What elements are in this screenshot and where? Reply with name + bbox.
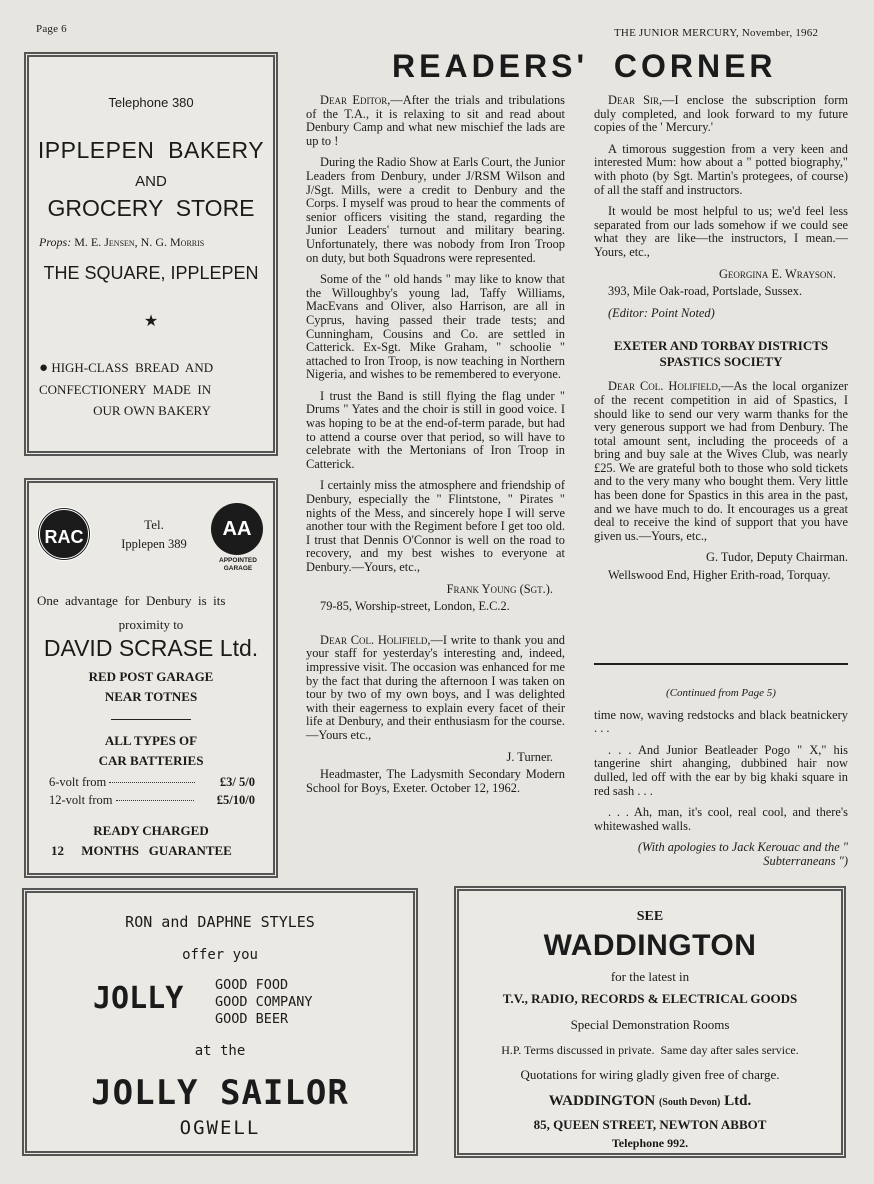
bakery-ad [24, 52, 278, 456]
garage-location-2: NEAR TOTNES [104, 689, 198, 704]
good-food: GOOD FOOD [215, 977, 289, 993]
letter2-address: Headmaster, The Ladysmith Secondary Modern School for Boys, Exeter. October 12, 1962. [306, 767, 565, 795]
company-suffix: Ltd. [724, 1093, 752, 1109]
garage-guarantee [51, 843, 261, 859]
jolly-place: OGWELL [179, 1117, 261, 1139]
letter1-address: 79-85, Worship-street, London, E.C.2. [320, 599, 510, 614]
letter3-para1 [594, 94, 848, 135]
letter1-para3: Some of the " old hands " may like to know that the Willoughby's young lad, Taffy Williams, MacEvans and Oliver, also Harrison, are all in Cyprus, having passed their trade tests; and Cunningham, Cousins and Co. are settled in Catterick. Ex-Sgt. Mike Graham, " schoolie " attached to Iron Troop, is now teaching in Northern Nigeria, and wishes to be remembered to everyone. [306, 272, 565, 382]
price-dots [109, 782, 195, 783]
aa-logo-icon: AA [211, 503, 263, 555]
price-6v-label: 6-volt from [49, 775, 107, 789]
spastics-heading: EXETER AND TORBAY DISTRICTS SPASTICS SOCIETY [613, 338, 829, 370]
letter1-para1 [306, 94, 565, 148]
waddington-company [459, 1093, 841, 1110]
bullet-icon: ● [39, 360, 49, 376]
good-beer: GOOD BEER [215, 1011, 289, 1027]
garage-batteries-2: CAR BATTERIES [98, 753, 204, 768]
letter4-para1 [594, 380, 848, 543]
continued-para2: . . . And Junior Beatleader Pogo " X," his tangerine shirt ahanging, dubbined hair now dulled, led off with the ear by big khaki square in red sash . . . [594, 742, 848, 798]
garage-batteries-1: ALL TYPES OF [104, 733, 198, 748]
waddington-address: 85, QUEEN STREET, NEWTON ABBOT [533, 1117, 767, 1132]
letter1-salutation: Dear Editor, [320, 93, 391, 107]
letter1-para5: I certainly miss the atmosphere and friendship of Denbury, especially the " Flintstone, " Pirates " nights of the Mess, and sincerely hope I will serve another tour with the Regiment before I get too old. I trust that Dennis O'Connor is well on the road to recovery, and my best wishes to everyone at Denbury.—Yours, etc., [306, 478, 565, 574]
tagline-3: OUR OWN BAKERY [93, 403, 211, 418]
letter3-signature: Georgina E. Wrayson. [718, 266, 836, 281]
garage-ready-charged: READY CHARGED [93, 823, 209, 838]
good-company: GOOD COMPANY [215, 994, 313, 1010]
waddington-for-latest: for the latest in [610, 969, 690, 984]
letter4-signature: G. Tudor, Deputy Chairman. [706, 550, 848, 565]
star-icon: ★ [143, 313, 159, 330]
garage-advantage-2: proximity to [118, 617, 184, 632]
page-title: READERS' CORNER [392, 48, 777, 84]
waddington-ad [454, 886, 846, 1158]
continued-para3: . . . Ah, man, it's cool, real cool, and there's whitewashed walls. [594, 805, 848, 833]
letters-column-right [594, 94, 848, 591]
waddington-see: SEE [636, 909, 664, 924]
letter2-salutation: Dear Col. Holifield, [320, 632, 431, 647]
jolly-at-the: at the [194, 1043, 246, 1059]
letter1-para2: During the Radio Show at Earls Court, the Junior Leaders from Denbury, under J/RSM Wilson and J/Sgt. Mills, were a credit to Denbury and the Corps. I myself was proud to hear the comments of senior officers visiting the stand, regarding the Junior Leaders' turnout and military bearing. Unfortunately, there was nobody from Iron Troop on duty, but both Squadrons were represented. [306, 155, 565, 265]
letter1-signature: Frank Young (Sgt.). [446, 581, 553, 596]
aa-caption: APPOINTED GARAGE [219, 557, 257, 572]
letter3-address: 393, Mile Oak-road, Portslade, Sussex. [608, 284, 803, 299]
garage-tel-label: Tel. [144, 517, 164, 532]
jolly-word: JOLLY [93, 981, 184, 1016]
editor-note: (Editor: Point Noted) [608, 305, 715, 320]
garage-divider [111, 719, 191, 720]
waddington-phone: Telephone 992. [611, 1136, 689, 1150]
bakery-and: AND [135, 173, 167, 190]
page-number: Page 6 [36, 23, 67, 35]
price-row-12v [49, 793, 255, 808]
jolly-pub-name: JOLLY SAILOR [91, 1073, 349, 1113]
letter2-text: —I write to thank you and your staff for yesterday's interesting and, indeed, impressive visit. The occasion was enhanced for me by the fact that during the afternoon I was taken on tour by two of my own boys, and I was delighted with their eagerness to explain every facet of their life at Denbury, and their enthusiasm for the course.—Yours etc., [306, 632, 566, 742]
price-dots [116, 800, 194, 801]
letter3-para3: It would be most helpful to us; we'd feel less separated from our lads somehow if we could see what they are like—the instructors, I mean.—Yours, etc., [594, 204, 848, 259]
continued-note: (Continued from Page 5) [666, 687, 776, 699]
waddington-name: WADDINGTON [543, 929, 757, 962]
continued-section [594, 687, 848, 877]
rac-logo-icon: RAC [37, 507, 91, 561]
waddington-terms: H.P. Terms discussed in private. Same day after sales service. [501, 1043, 799, 1057]
garage-location-1: RED POST GARAGE [88, 669, 214, 684]
tagline-1: HIGH-CLASS BREAD AND [51, 360, 214, 375]
masthead: THE JUNIOR MERCURY, November, 1962 [614, 27, 819, 39]
letter2-para1 [306, 634, 565, 743]
price-12v-value: £5/10/0 [216, 793, 255, 807]
editor-text: Point Noted [651, 305, 711, 320]
letter3-salutation: Dear Sir, [608, 93, 663, 107]
jolly-owners: RON and DAPHNE STYLES [125, 913, 315, 931]
letters-column-middle [306, 94, 565, 803]
props-label: Props: [39, 235, 72, 249]
bakery-tagline [39, 357, 265, 421]
company-main: WADDINGTON [548, 1093, 656, 1109]
waddington-goods: T.V., RADIO, RECORDS & ELECTRICAL GOODS [502, 991, 798, 1006]
letter4-text: —As the local organizer of the recent competition in aid of Spastics, I should like to send our very warm thanks for the very generous support we had from Denbury. The total amount sent, including the proceeds of a bring and buy sale at the Wives Club, was nearly £25. We are grateful both to those who sold tickets and to the very many who bought them. Very little has been done for Spastics in this area in the past, and we have much to do. It encourages us a great deal to receive the kind of support that you have given us.—Yours, etc., [594, 379, 848, 543]
letter3-para2: A timorous suggestion from a very keen and interested Mum: how about a " potted biography," with photo (by Sgt. Martin's protegees, of course) of all the staff and instructors. [594, 141, 848, 197]
price-6v-value: £3/ 5/0 [219, 775, 255, 789]
garage-name: DAVID SCRASE Ltd. [43, 635, 259, 661]
tagline-2: CONFECTIONERY MADE IN [39, 382, 212, 397]
letter3-text: —I enclose the subscription form duly completed, and look forward to my future copies of the ' Mercury.' [594, 93, 848, 135]
letter1-para4: I trust the Band is still flying the flag under " Drums " Yates and the choir is still in good voice. I was hoping to be at the end-of-term parade, but had to attend a course over that period, so will have to celebrate with the Mertonians of Iron Troop in Catterick. [306, 388, 565, 471]
bakery-props [39, 235, 204, 250]
jolly-sailor-ad [22, 888, 418, 1156]
waddington-rooms: Special Demonstration Rooms [570, 1017, 730, 1032]
letter2-signature: J. Turner. [506, 749, 553, 764]
editor-label: Editor [612, 305, 644, 320]
waddington-quotes: Quotations for wiring gladly given free of charge. [520, 1067, 780, 1082]
jolly-goods [215, 977, 313, 1028]
continued-para1: time now, waving redstocks and black beatnickery . . . [594, 707, 848, 736]
jolly-offer: offer you [182, 947, 258, 963]
letter4-address: Wellswood End, Higher Erith-road, Torquay. [608, 568, 831, 583]
bakery-name-line1: IPPLEPEN BAKERY [37, 137, 265, 163]
price-row-6v [49, 775, 255, 790]
price-12v-label: 12-volt from [49, 793, 113, 807]
bakery-address: THE SQUARE, IPPLEPEN [43, 263, 259, 283]
garage-tel-number: Ipplepen 389 [121, 537, 187, 551]
props-names: M. E. Jensen, N. G. Morris [74, 235, 205, 249]
column-divider [594, 663, 848, 665]
bakery-name-line2: GROCERY STORE [47, 195, 255, 221]
company-region: (South Devon) [658, 1097, 721, 1108]
letter1-text: —After the trials and tribulations of the T.A., it is relaxing to sit and read about Denbury Camp and what new mischief the lads are up to ! [306, 93, 565, 148]
letter4-salutation: Dear Col. Holifield, [608, 379, 721, 394]
apology-note: (With apologies to Jack Kerouac and the " Subterraneans ") [637, 840, 848, 868]
garage-ad [24, 478, 278, 878]
guarantee-number: 12 [51, 843, 64, 858]
bakery-telephone: Telephone 380 [108, 95, 194, 110]
guarantee-text: MONTHS GUARANTEE [81, 843, 232, 858]
garage-advantage-1: One advantage for Denbury is its [37, 593, 226, 608]
